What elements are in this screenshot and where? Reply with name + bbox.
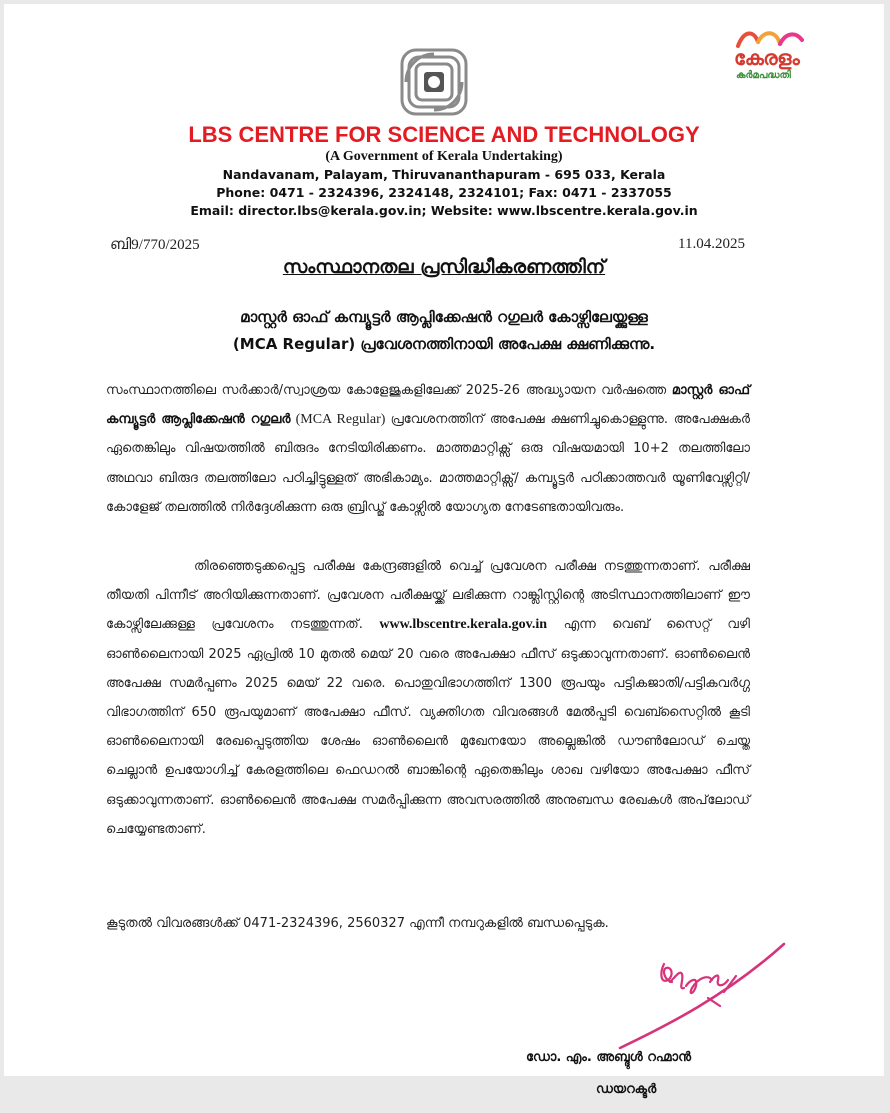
paragraph-1-part-1: സംസ്ഥാനത്തിലെ സർക്കാർ/സ്വാശ്രയ കോളേജുകളിലേക്ക് 2025-26 അദ്ധ്യായന വർഷത്തെ (106, 383, 672, 398)
organization-subtitle: (A Government of Kerala Undertaking) (325, 149, 563, 164)
organization-phone: Phone: 0471 - 2324396, 2324148, 2324101; Fax: 0471 - 2337055 (216, 185, 672, 200)
paragraph-2-website: www.lbscentre.kerala.gov.in (379, 617, 548, 633)
paragraph-1-course-name: മാസ്റ്റർ ഓഫ് കമ്പ്യൂട്ടർ ആപ്ലിക്കേഷൻ റഗുലർ (106, 383, 750, 428)
letter-page (4, 4, 884, 1076)
letter-date: 11.04.2025 (678, 236, 745, 252)
kerala-logo-text: കേരളം (734, 46, 800, 70)
paragraph-2-part-1: തിരഞ്ഞെടുക്കപ്പെട്ട പരീക്ഷ കേന്ദ്രങ്ങളിൽ വെച്ച് പ്രവേശന പരീക്ഷ നടത്തുന്നതാണ്. പരീക്ഷ തീയതി പിന്നീട് അറിയിക്കുന്നതാണ്. പ്രവേശന പരീക്ഷയ്ക്ക് ലഭിക്കുന്ന റാങ്ക്ലിസ്റ്റിന്റെ അടിസ്ഥാനത്തിലാണ് ഈ കോഴ്സിലേക്കുള്ള പ്രവേശനം നടത്തുന്നത്. (106, 559, 750, 633)
organization-address: Nandavanam, Palayam, Thiruvananthapuram - 695 033, Kerala (222, 167, 666, 182)
signatory-name: ഡോ. എം. അബ്ദുൾ റഹ്മാൻ (526, 1050, 692, 1065)
signatory-title: ഡയറക്ടർ (596, 1082, 657, 1097)
paragraph-1-course-code: (MCA Regular) (290, 412, 391, 428)
subject (4, 304, 884, 358)
notice-title-text: സംസ്ഥാനതല പ്രസിദ്ധീകരണത്തിന് (282, 256, 606, 278)
paragraph-1 (106, 376, 750, 522)
signature-icon (616, 936, 796, 1056)
organization-name: LBS CENTRE FOR SCIENCE AND TECHNOLOGY (188, 122, 700, 147)
organization-email: Email: director.lbs@kerala.gov.in; Website: www.lbscentre.kerala.gov.in (190, 203, 698, 218)
lbs-logo-icon (396, 44, 472, 120)
paragraph-2 (106, 552, 750, 844)
notice-title (4, 256, 884, 278)
kerala-logo-subtext: കർമപദ്ധതി (736, 70, 791, 81)
paragraph-2-part-2: എന്ന വെബ് സൈറ്റ് വഴി ഓൺലൈനായി 2025 ഏപ്രിൽ 10 മുതൽ മെയ് 20 വരെ അപേക്ഷാ ഫീസ് ഒടുക്കാവുന്നതാണ്. ഓൺലൈൻ അപേക്ഷ സമർപ്പണം 2025 മെയ് 22 വരെ. പൊതുവിഭാഗത്തിന് 1300 രൂപയും പട്ടികജാതി/പട്ടികവർഗ്ഗ വിഭാഗത്തിന് 650 രൂപയുമാണ് അപേക്ഷാ ഫീസ്. വ്യക്തിഗത വിവരങ്ങൾ മേൽപ്പടി വെബ്സൈറ്റിൽ കൂടി ഓൺലൈനായി രേഖപ്പെടുത്തിയ ശേഷം ഓൺലൈൻ മുഖേനയോ അല്ലെങ്കിൽ ഡൗൺലോഡ് ചെയ്ത ചെല്ലാൻ ഉപയോഗിച്ച് കേരളത്തിലെ ഫെഡറൽ ബാങ്കിന്റെ ഏതെങ്കിലും ശാഖ വഴിയോ അപേക്ഷാ ഫീസ് ഒടുക്കാവുന്നതാണ്. ഓൺലൈൻ അപേക്ഷ സമർപ്പിക്കുന്ന അവസരത്തിൽ അനുബന്ധ രേഖകൾ അപ്‌ലോഡ് ചെയ്യേണ്ടതാണ്. (106, 617, 750, 837)
subject-line-2: (MCA Regular) പ്രവേശനത്തിനായി അപേക്ഷ ക്ഷണിക്കുന്നു. (232, 335, 656, 353)
paragraph-1-part-2: പ്രവേശനത്തിന് അപേക്ഷ ക്ഷണിച്ചുകൊള്ളുന്നു. അപേക്ഷകർ ഏതെങ്കിലും വിഷയത്തിൽ ബിരുദം നേടിയിരിക്കണം. മാത്തമാറ്റിക്സ് ഒരു വിഷയമായി 10+2 തലത്തിലോ അഥവാ ബിരുദ തലത്തിലോ പഠിച്ചിട്ടുള്ളത് അഭികാമ്യം. മാത്തമാറ്റിക്സ്/ കമ്പ്യൂട്ടർ പഠിക്കാത്തവർ യൂണിവേഴ്സിറ്റി/കോളേജ് തലത്തിൽ നിർദ്ദേശിക്കുന്ന ഒരു ബ്രിഡ്ജ് കോഴ്സിൽ യോഗ്യത നേടേണ്ടതായിവരും. (106, 412, 750, 515)
reference-number: ബി9/770/2025 (110, 237, 200, 253)
kerala-karmapadhathi-logo (724, 28, 824, 88)
contact-line: കൂടുതൽ വിവരങ്ങൾക്ക് 0471-2324396, 2560327 എന്നീ നമ്പറുകളിൽ ബന്ധപ്പെടുക. (106, 916, 609, 931)
subject-line-1: മാസ്റ്റർ ഓഫ് കമ്പ്യൂട്ടർ ആപ്ലിക്കേഷൻ റഗുലർ കോഴ്സിലേയ്ക്കുള്ള (240, 308, 648, 326)
